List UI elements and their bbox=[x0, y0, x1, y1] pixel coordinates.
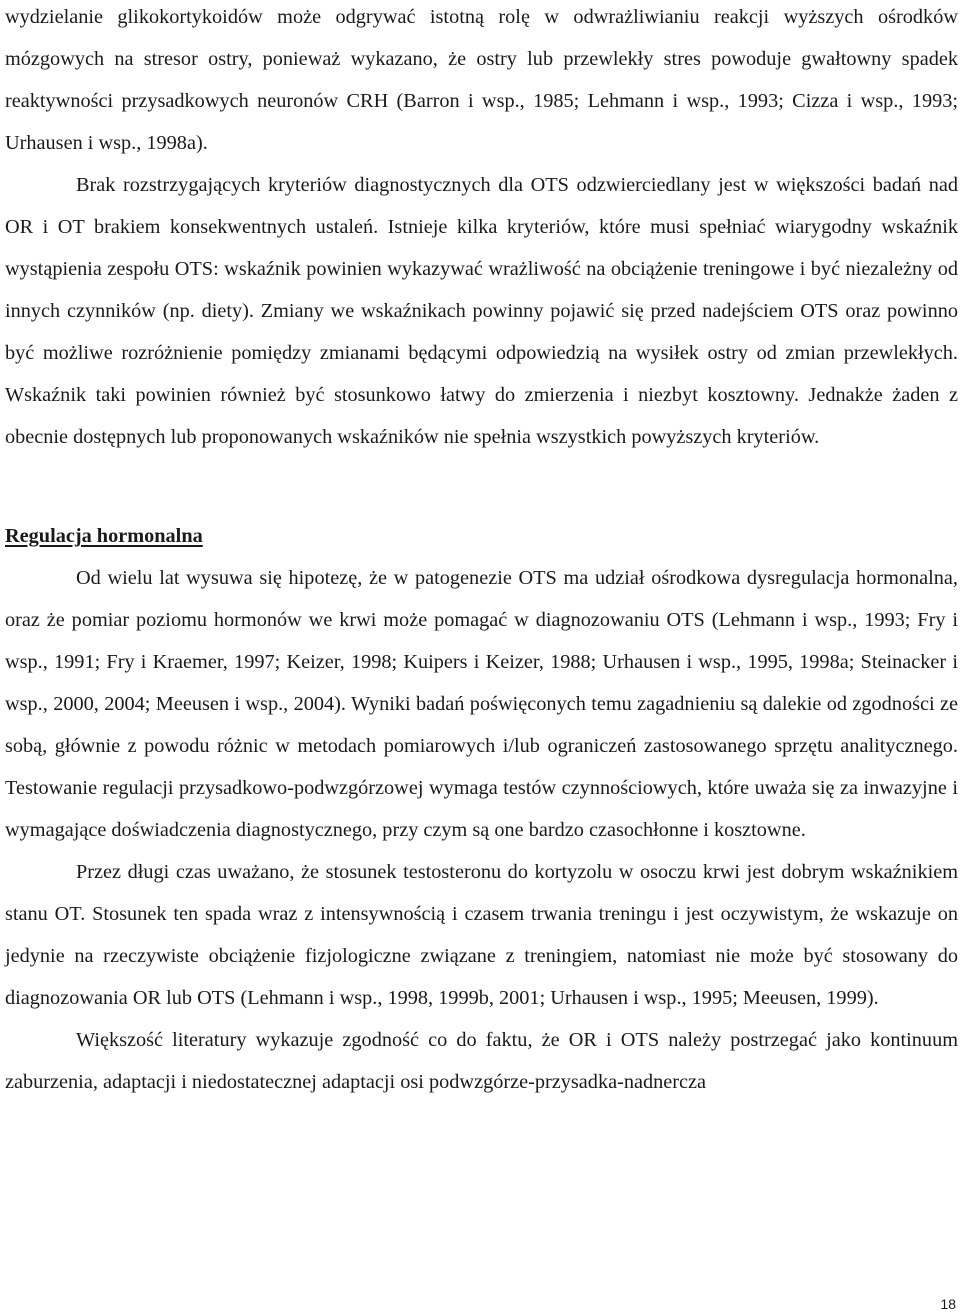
paragraph-literature-consensus: Większość literatury wykazuje zgodność co do faktu, że OR i OTS należy postrzegać jako kontinuum zaburzenia, adaptacji i niedostatecznej adaptacji osi podwzgórze-przysadka-nadnercza bbox=[5, 1029, 958, 1093]
paragraph-continuation: wydzielanie glikokortykoidów może odgrywać istotną rolę w odwrażliwianiu reakcji wyższych ośrodków mózgowych na stresor ostry, ponieważ wykazano, że ostry lub przewlekły stres powoduje gwałtowny spadek reaktywności przysadkowych neuronów CRH (Barron i wsp., 1985; Lehmann i wsp., 1993; Cizza i wsp., 1993; Urhausen i wsp., 1998a). bbox=[5, 6, 958, 154]
document-page bbox=[5, 0, 958, 1103]
section-heading: Regulacja hormonalna bbox=[5, 525, 203, 547]
paragraph-testosterone-cortisol: Przez długi czas uważano, że stosunek testosteronu do kortyzolu w osoczu krwi jest dobrym wskaźnikiem stanu OT. Stosunek ten spada wraz z intensywnością i czasem trwania treningu i jest oczywistym, że wskazuje on jedynie na rzeczywiste obciążenie fizjologiczne związane z treningiem, natomiast nie może być stosowany do diagnozowania OR lub OTS (Lehmann i wsp., 1998, 1999b, 2001; Urhausen i wsp., 1995; Meeusen, 1999). bbox=[5, 861, 958, 1009]
page-number: 18 bbox=[940, 1296, 956, 1312]
paragraph-diagnostic-criteria: Brak rozstrzygających kryteriów diagnostycznych dla OTS odzwierciedlany jest w większości badań nad OR i OT brakiem konsekwentnych ustaleń. Istnieje kilka kryteriów, które musi spełniać wiarygodny wskaźnik wystąpienia zespołu OTS: wskaźnik powinien wykazywać wrażliwość na obciążenie treningowe i być niezależny od innych czynników (np. diety). Zmiany we wskaźnikach powinny pojawić się przed nadejściem OTS oraz powinno być możliwe rozróżnienie pomiędzy zmianami będącymi odpowiedzią na wysiłek ostry od zmian przewlekłych. Wskaźnik taki powinien również być stosunkowo łatwy do zmierzenia i niezbyt kosztowny. Jednakże żaden z obecnie dostępnych lub proponowanych wskaźników nie spełnia wszystkich powyższych kryteriów. bbox=[5, 174, 958, 448]
paragraph-hormonal-regulation: Od wielu lat wysuwa się hipotezę, że w patogenezie OTS ma udział ośrodkowa dysregulacja hormonalna, oraz że pomiar poziomu hormonów we krwi może pomagać w diagnozowaniu OTS (Lehmann i wsp., 1993; Fry i wsp., 1991; Fry i Kraemer, 1997; Keizer, 1998; Kuipers i Keizer, 1988; Urhausen i wsp., 1995, 1998a; Steinacker i wsp., 2000, 2004; Meeusen i wsp., 2004). Wyniki badań poświęconych temu zagadnieniu są dalekie od zgodności ze sobą, głównie z powodu różnic w metodach pomiarowych i/lub ograniczeń zastosowanego sprzętu analitycznego. Testowanie regulacji przysadkowo-podwzgórzowej wymaga testów czynnościowych, które uważa się za inwazyjne i wymagające doświadczenia diagnostycznego, przy czym są one bardzo czasochłonne i kosztowne. bbox=[5, 567, 958, 841]
